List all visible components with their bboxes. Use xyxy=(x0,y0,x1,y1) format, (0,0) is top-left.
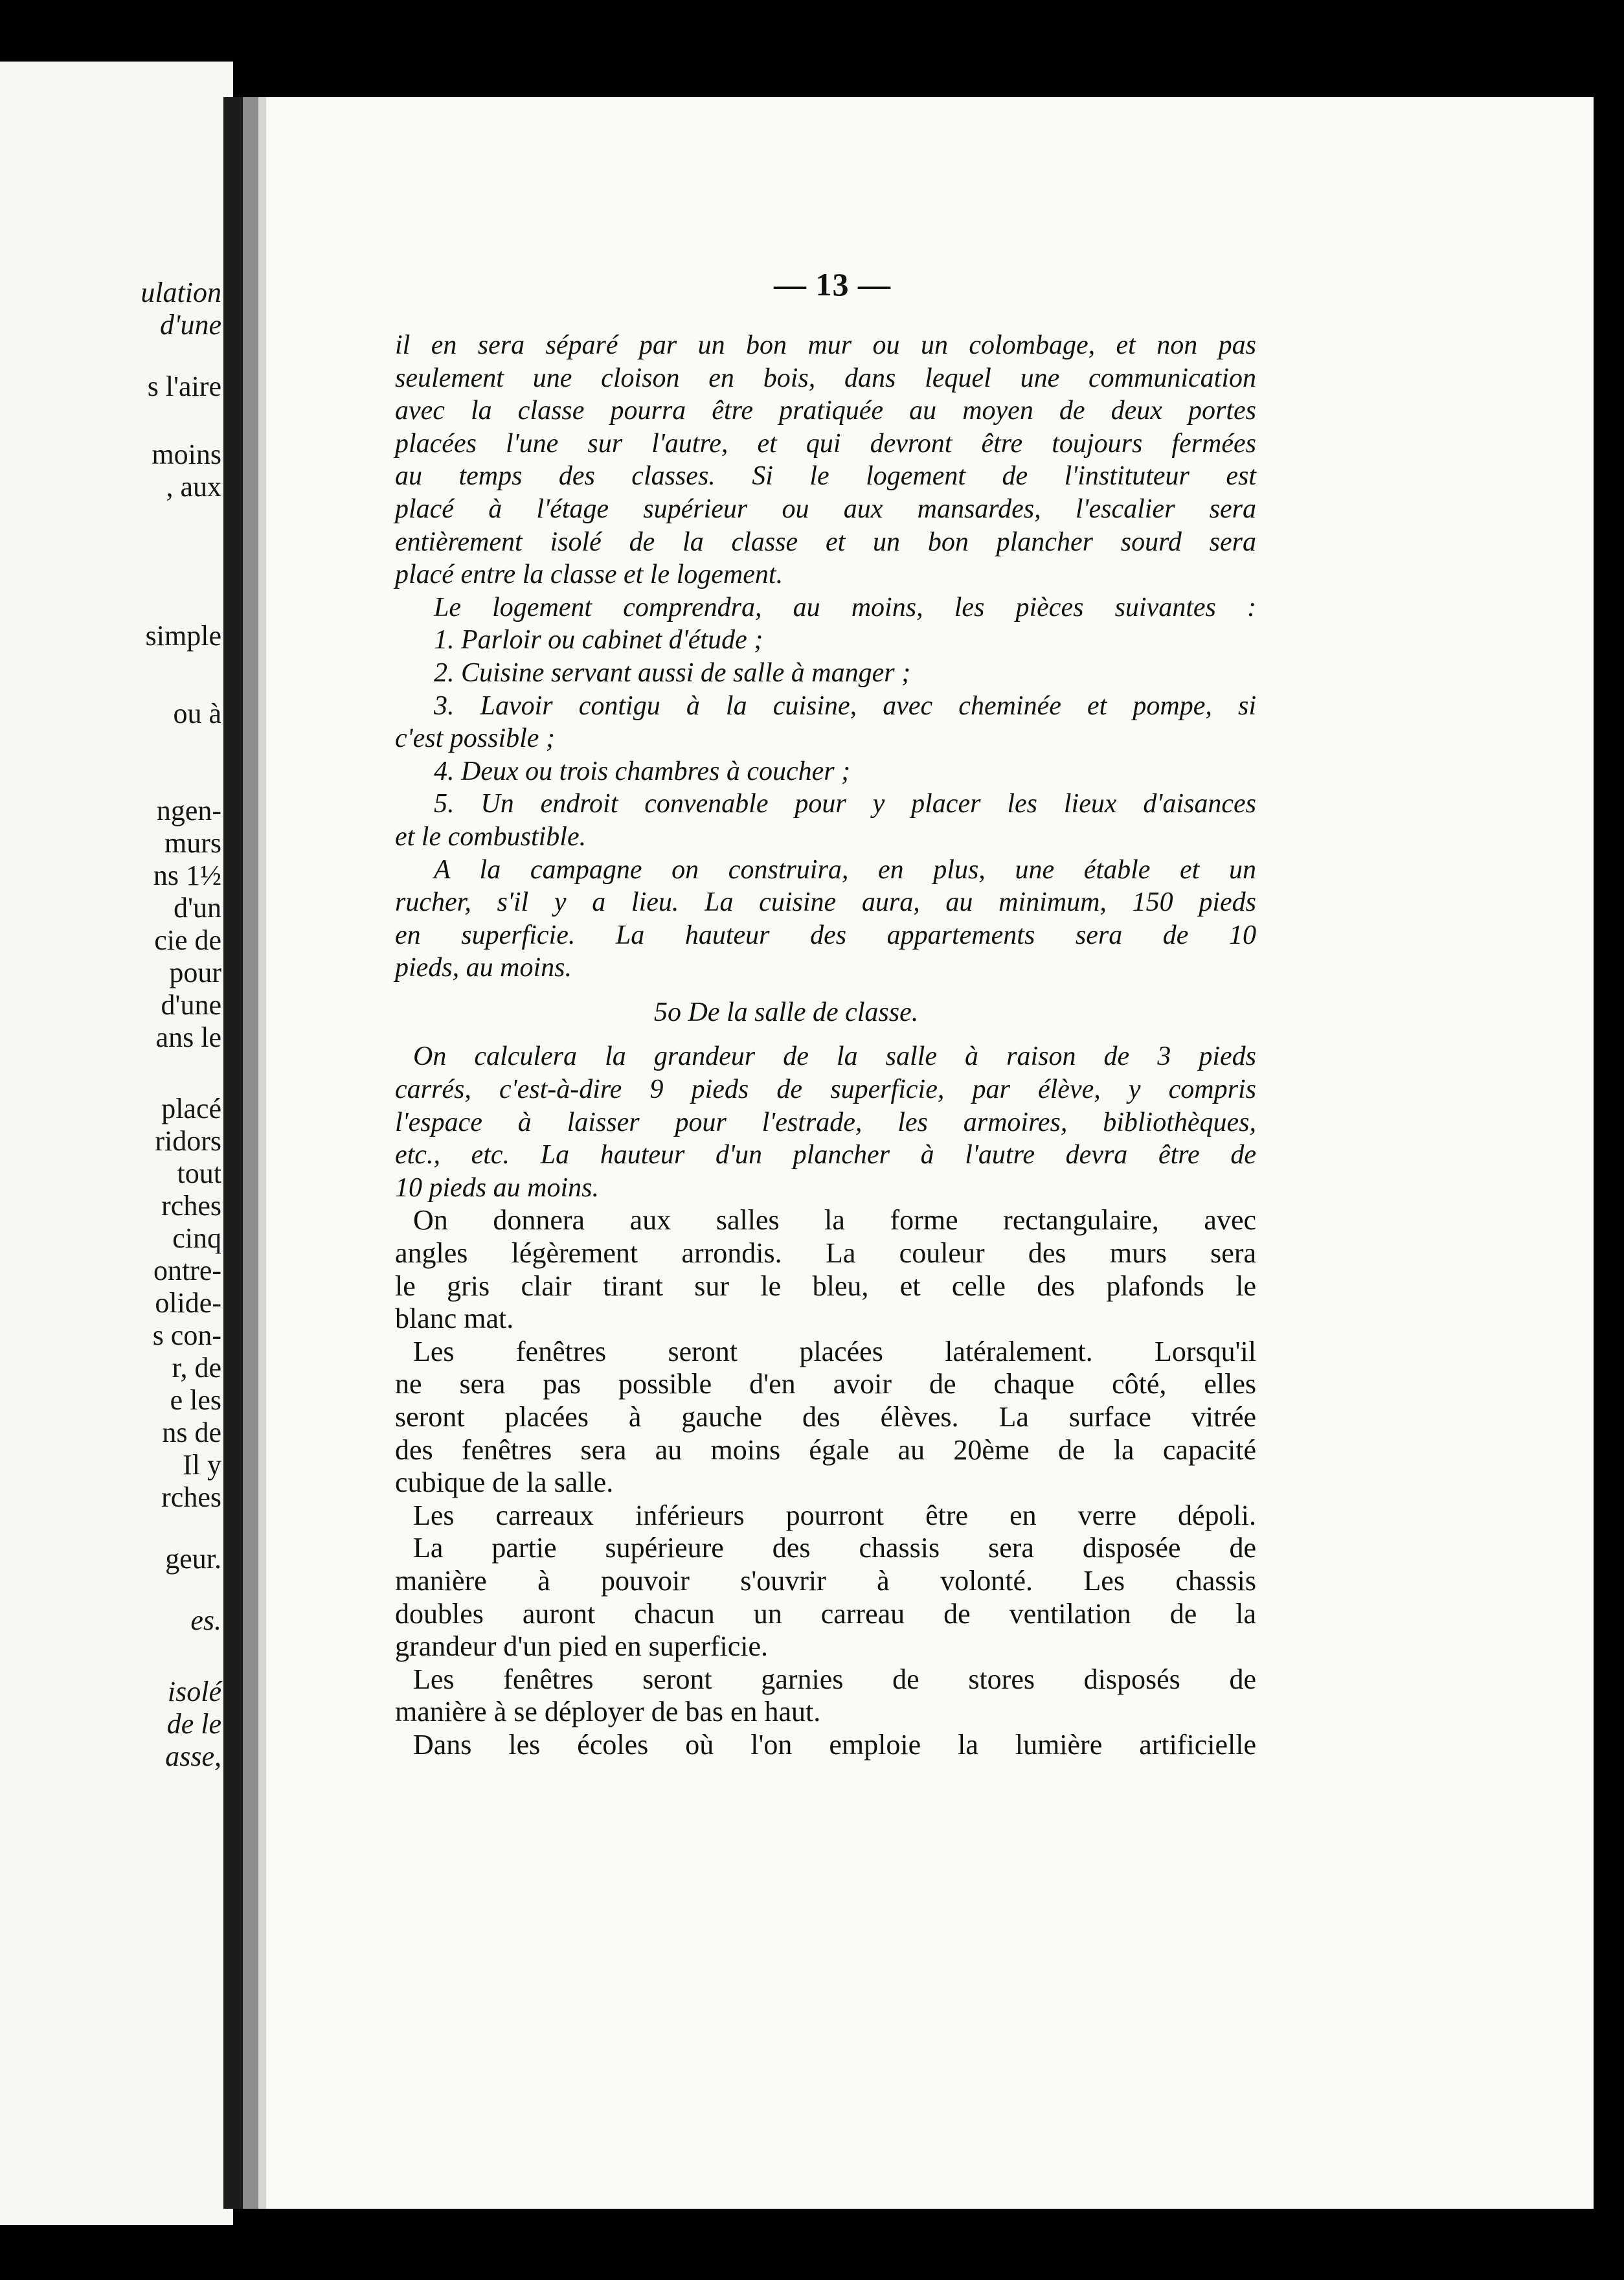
facing-page-fragment: ns de xyxy=(162,1417,221,1448)
facing-page-fragment: s l'aire xyxy=(147,370,221,402)
text-line: blanc mat. xyxy=(395,1303,514,1335)
facing-page-fragment: simple xyxy=(145,620,221,652)
binding-edge xyxy=(243,97,258,2209)
facing-page-fragment: ns 1½ xyxy=(153,860,221,891)
facing-page-fragment: rches xyxy=(161,1190,221,1222)
facing-page-fragment: de le xyxy=(166,1708,221,1740)
text-line: 10 pieds au moins. xyxy=(395,1172,599,1203)
facing-page-fragment: cinq xyxy=(172,1222,221,1254)
list-item: et le combustible. xyxy=(395,821,587,852)
text-line: doubles auront chacun un carreau de ventilation de la xyxy=(395,1597,1256,1630)
facing-page-fragment: d'un xyxy=(174,892,221,924)
text-line: placé entre la classe et le logement. xyxy=(395,560,784,590)
text-line: l'espace à laisser pour l'estrade, les armoires, bibliothèques, xyxy=(395,1107,1256,1137)
facing-page-fragment: placé xyxy=(161,1093,221,1124)
text-line: des fenêtres sera au moins égale au 20ème de la capacité xyxy=(395,1433,1256,1466)
text-line: On calculera la grandeur de la salle à raison de 3 pieds xyxy=(413,1042,1256,1072)
text-line: cubique de la salle. xyxy=(395,1466,614,1499)
text-line: Dans les écoles où l'on emploie la lumière artificielle xyxy=(413,1728,1256,1761)
text-line: rucher, s'il y a lieu. La cuisine aura, au minimum, 150 pieds xyxy=(395,887,1256,918)
text-line: manière à se déployer de bas en haut. xyxy=(395,1696,821,1728)
text-line: pieds, au moins. xyxy=(395,953,572,983)
facing-page-fragment: ou à xyxy=(173,698,221,729)
section-heading: 5o De la salle de classe. xyxy=(654,997,919,1027)
facing-page-fragment: Il y xyxy=(183,1449,221,1481)
text-line: La partie supérieure des chassis sera disposée de xyxy=(413,1532,1256,1564)
facing-page-fragment: ontre- xyxy=(153,1255,221,1286)
text-line: manière à pouvoir s'ouvrir à volonté. Les chassis xyxy=(395,1564,1256,1597)
text-line: Les fenêtres seront garnies de stores disposés de xyxy=(413,1663,1256,1695)
facing-page-fragment: moins xyxy=(152,439,221,470)
text-line: Les fenêtres seront placées latéralement. Lorsqu'il xyxy=(413,1335,1256,1367)
text-line: il en sera séparé par un bon mur ou un colombage, et non pas xyxy=(395,330,1256,360)
text-line: avec la classe pourra être pratiquée au moyen de deux portes xyxy=(395,396,1256,426)
facing-page-fragment: ridors xyxy=(155,1125,221,1157)
text-line: Le logement comprendra, au moins, les pièces suivantes : xyxy=(434,592,1256,622)
facing-page-fragment: ngen- xyxy=(156,795,221,826)
list-item: c'est possible ; xyxy=(395,724,555,754)
page-body xyxy=(395,329,1256,1762)
binding-shadow xyxy=(223,97,243,2209)
facing-page-fragment: olide- xyxy=(155,1287,221,1319)
text-line: le gris clair tirant sur le bleu, et celle des plafonds le xyxy=(395,1270,1256,1302)
text-line: ne sera pas possible d'en avoir de chaque côté, elles xyxy=(395,1368,1256,1400)
page-number: — 13 — xyxy=(774,266,891,302)
facing-page-fragment: asse, xyxy=(165,1740,221,1772)
facing-page-fragment: s con- xyxy=(152,1319,221,1351)
list-item: 2. Cuisine servant aussi de salle à manger ; xyxy=(434,657,911,688)
facing-page-fragment: tout xyxy=(177,1157,221,1189)
text-line: seulement une cloison en bois, dans lequel une communication xyxy=(395,363,1256,393)
text-line: placé à l'étage supérieur ou aux mansardes, l'escalier sera xyxy=(395,494,1256,524)
facing-page-fragment: geur. xyxy=(165,1543,221,1575)
facing-page-fragment: rches xyxy=(161,1481,221,1513)
facing-page-fragment: r, de xyxy=(172,1352,221,1384)
text-line: en superficie. La hauteur des appartements sera de 10 xyxy=(395,920,1256,950)
text-line: placées l'une sur l'autre, et qui devront être toujours fermées xyxy=(395,428,1256,459)
facing-page-fragment: d'une xyxy=(161,989,221,1021)
list-item: 4. Deux ou trois chambres à coucher ; xyxy=(434,756,851,786)
text-line: Les carreaux inférieurs pourront être en verre dépoli. xyxy=(413,1499,1256,1531)
list-item: 1. Parloir ou cabinet d'étude ; xyxy=(434,625,763,656)
text-line: angles légèrement arrondis. La couleur des murs sera xyxy=(395,1237,1256,1270)
facing-page-left xyxy=(0,62,233,2225)
facing-page-fragment: cie de xyxy=(154,924,221,956)
facing-page-fragment: murs xyxy=(164,827,221,859)
facing-page-fragment: ulation xyxy=(141,277,221,308)
facing-page-fragment: , aux xyxy=(166,471,221,503)
text-line: etc., etc. La hauteur d'un plancher à l'autre devra être de xyxy=(395,1140,1256,1170)
text-line: seront placées à gauche des élèves. La surface vitrée xyxy=(395,1401,1256,1433)
text-line: grandeur d'un pied en superficie. xyxy=(395,1630,769,1663)
list-item: 5. Un endroit convenable pour y placer les lieux d'aisances xyxy=(434,789,1256,819)
facing-page-fragment: es. xyxy=(190,1604,221,1636)
text-line: au temps des classes. Si le logement de l'instituteur est xyxy=(395,461,1256,492)
text-line: entièrement isolé de la classe et un bon plancher sourd sera xyxy=(395,527,1256,557)
facing-page-fragment: isolé xyxy=(167,1676,221,1707)
facing-page-fragment: e les xyxy=(170,1384,221,1416)
facing-page-fragment: ans le xyxy=(155,1021,221,1053)
facing-page-fragment: pour xyxy=(169,957,221,988)
page-edge xyxy=(258,97,266,2209)
text-line: On donnera aux salles la forme rectangulaire, avec xyxy=(413,1204,1256,1237)
list-item: 3. Lavoir contigu à la cuisine, avec cheminée et pompe, si xyxy=(434,690,1256,721)
text-line: carrés, c'est-à-dire 9 pieds de superficie, par élève, y compris xyxy=(395,1075,1256,1105)
text-line: A la campagne on construira, en plus, une étable et un xyxy=(434,854,1256,885)
facing-page-fragment: d'une xyxy=(160,309,221,341)
